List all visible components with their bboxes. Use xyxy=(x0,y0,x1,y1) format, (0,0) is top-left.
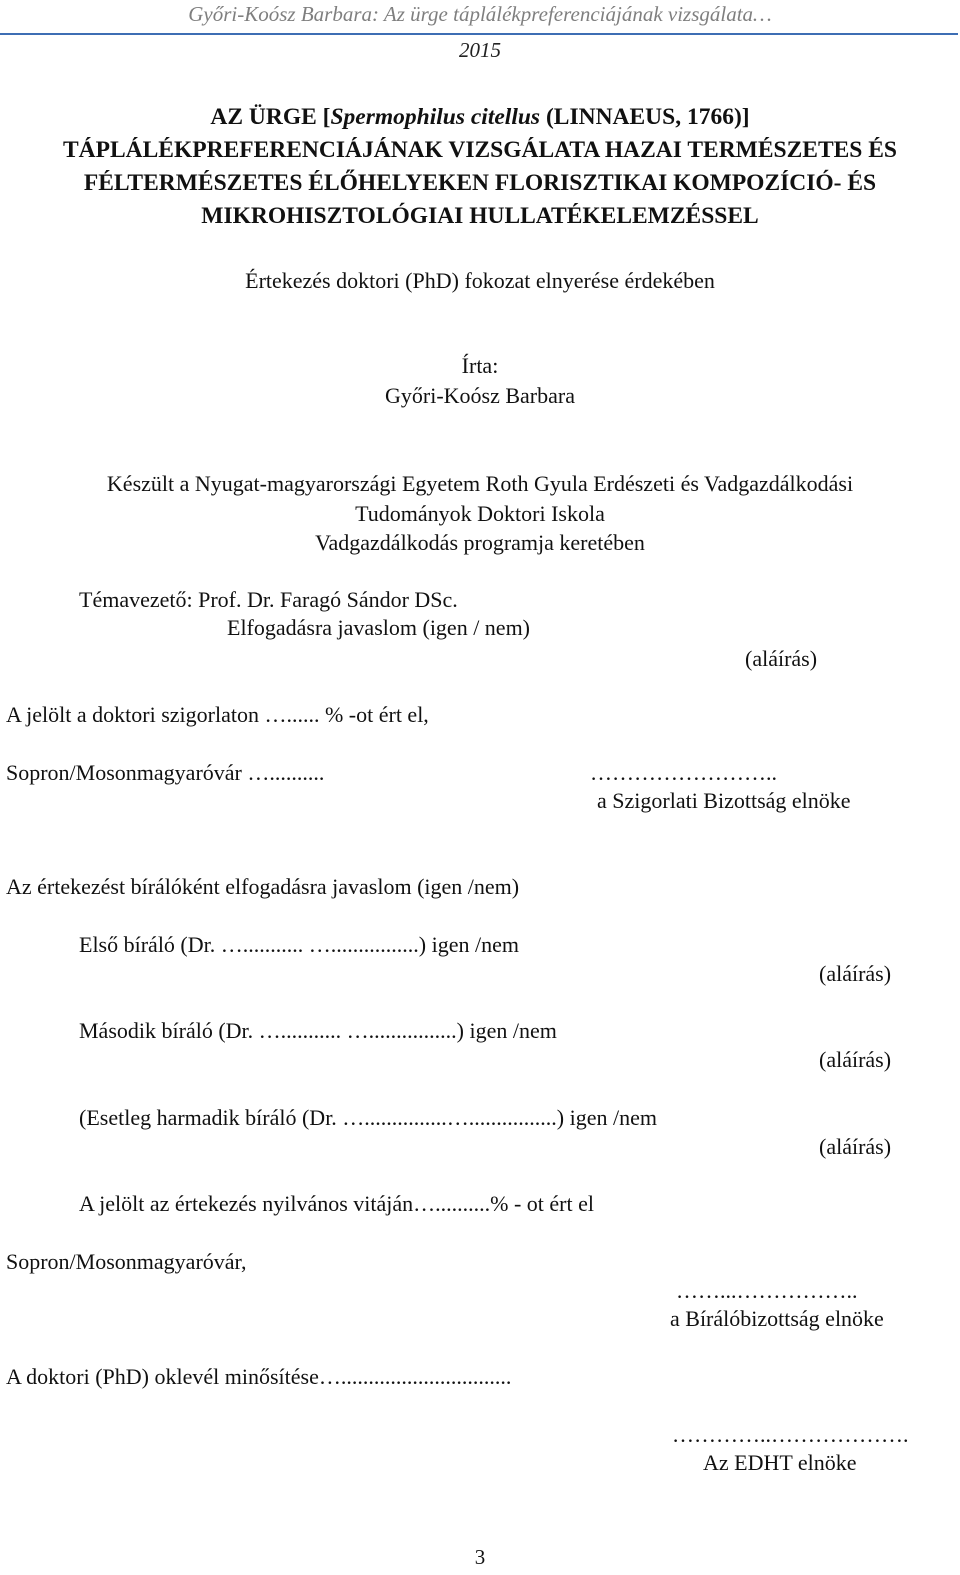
exam-result-line: A jelölt a doktori szigorlaton …...... % -ot ért el, xyxy=(6,702,429,727)
thesis-title xyxy=(0,101,960,233)
reviewers-intro: Az értekezést bírálóként elfogadásra javaslom (igen /nem) xyxy=(6,874,520,899)
species-name: Spermophilus citellus xyxy=(330,104,541,130)
defense-chair-role: a Bírálóbizottság elnöke xyxy=(670,1306,884,1331)
institution-line-2: Tudományok Doktori Iskola xyxy=(355,500,605,526)
supervisor-signature: (aláírás) xyxy=(745,646,818,671)
supervisor-line: Témavezető: Prof. Dr. Faragó Sándor DSc. xyxy=(79,587,458,612)
running-header-title: Győri-Koósz Barbara: Az ürge táplálékpreferenciájának vizsgálata… xyxy=(188,2,772,26)
exam-chair-role: a Szigorlati Bizottság elnöke xyxy=(597,788,851,813)
defense-signature-dots: ……...…………….. xyxy=(676,1278,858,1303)
author-label: Írta: xyxy=(461,353,499,378)
third-reviewer-line: (Esetleg harmadik bíráló (Dr. …...............…................) igen /nem xyxy=(79,1105,657,1130)
exam-signature-dots: …………………….. xyxy=(590,760,777,785)
second-reviewer-signature: (aláírás) xyxy=(819,1047,892,1072)
thesis-title-line-4: MIKROHISZTOLÓGIAI HULLATÉKELEMZÉSSEL xyxy=(201,203,759,229)
supervisor-recommendation: Elfogadásra javaslom (igen / nem) xyxy=(227,615,531,640)
edht-chair-role: Az EDHT elnöke xyxy=(703,1450,857,1475)
third-reviewer-signature: (aláírás) xyxy=(819,1134,892,1159)
diploma-signature-dots: …………..………………. xyxy=(672,1422,909,1447)
defense-place-line: Sopron/Mosonmagyaróvár, xyxy=(6,1249,247,1274)
thesis-title-line-2: TÁPLÁLÉKPREFERENCIÁJÁNAK VIZSGÁLATA HAZAI TERMÉSZETES ÉS xyxy=(62,137,897,163)
first-reviewer-line: Első bíráló (Dr. …........... …................) igen /nem xyxy=(79,932,519,957)
second-reviewer-line: Második bíráló (Dr. …........... …................) igen /nem xyxy=(79,1018,557,1043)
defense-result-line: A jelölt az értekezés nyilvános vitáján…..........% - ot ért el xyxy=(79,1191,595,1216)
header-year: 2015 xyxy=(459,38,501,62)
exam-place-line: Sopron/Mosonmagyaróvár ….......... xyxy=(6,760,325,785)
page-number: 3 xyxy=(474,1545,486,1569)
diploma-qualification-line: A doktori (PhD) oklevél minősítése…............................... xyxy=(6,1364,512,1389)
institution-line-1: Készült a Nyugat-magyarországi Egyetem Roth Gyula Erdészeti és Vadgazdálkodási xyxy=(106,471,854,496)
thesis-subtitle: Értekezés doktori (PhD) fokozat elnyerése érdekében xyxy=(245,268,715,293)
thesis-title-line-1: AZ ÜRGE [Spermophilus citellus (LINNAEUS, 1766)] xyxy=(210,104,750,130)
first-reviewer-signature: (aláírás) xyxy=(819,961,892,986)
thesis-title-line-3: FÉLTERMÉSZETES ÉLŐHELYEKEN FLORISZTIKAI KOMPOZÍCIÓ- ÉS xyxy=(83,170,877,196)
author-name: Győri-Koósz Barbara xyxy=(385,383,575,408)
institution-line-3: Vadgazdálkodás programja keretében xyxy=(315,530,645,555)
header-rule xyxy=(0,33,958,35)
institution-block xyxy=(0,469,960,558)
